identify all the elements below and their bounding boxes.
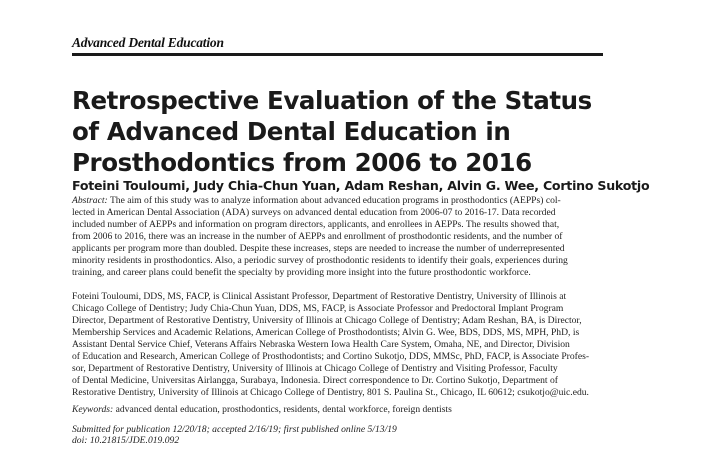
title-line: of Advanced Dental Education in bbox=[72, 117, 511, 146]
bio-line: Director, Department of Restorative Dentistry, University of Illinois at Chicago College of Dentistry; Adam Reshan, BA, is Director, bbox=[72, 315, 582, 326]
bio-line: Foteini Touloumi, DDS, MS, FACP, is Clinical Assistant Professor, Department of Restorative Dentistry, University of Illinois at bbox=[72, 291, 567, 302]
title-line: Prosthodontics from 2006 to 2016 bbox=[72, 148, 532, 177]
bio-line: Restorative Dentistry, University of Illinois at Chicago College of Dentistry, 801 S. Paulina St., Chicago, IL 60612; csukotjo@uic.edu. bbox=[72, 387, 589, 398]
abstract-text: The aim of this study was to analyze information about advanced education programs in prosthodontics (AEPPs) col- bbox=[107, 195, 561, 206]
article-title bbox=[72, 85, 592, 178]
doi: doi: 10.21815/JDE.019.092 bbox=[72, 435, 180, 446]
abstract-line: lected in American Dental Association (ADA) surveys on advanced dental education from 2006-07 to 2016-17. Data recorded bbox=[72, 207, 556, 218]
bio-line: of Dental Medicine, Universitas Airlangga, Surabaya, Indonesia. Direct correspondence to Dr. Cortino Sukotjo, Department of bbox=[72, 375, 558, 386]
abstract-label: Abstract: bbox=[72, 195, 108, 206]
author-list: Foteini Touloumi, Judy Chia-Chun Yuan, Adam Reshan, Alvin G. Wee, Cortino Sukotjo bbox=[72, 178, 650, 193]
bio-line: sor, Department of Restorative Dentistry, University of Illinois at Chicago College of Dentistry and Visiting Professor, Faculty bbox=[72, 363, 558, 374]
bio-line: of Education and Research, American College of Prosthodontists; and Cortino Sukotjo, DDS, MMSc, PhD, FACP, is Associate Profes- bbox=[72, 351, 590, 362]
title-line: Retrospective Evaluation of the Status bbox=[72, 86, 592, 115]
abstract-line: from 2006 to 2016, there was an increase in the number of AEPPs and enrollment of prosthodontic residents, and the number of bbox=[72, 231, 563, 242]
section-rule bbox=[72, 53, 603, 56]
abstract-line: included number of AEPPs and information on program directors, applicants, and enrollees in AEPPs. The results showed that, bbox=[72, 219, 560, 230]
abstract-line: applicants per program more than doubled. Despite these increases, steps are needed to increase the number of underrepresented bbox=[72, 243, 565, 254]
abstract-line bbox=[72, 195, 612, 207]
keywords-text: advanced dental education, prosthodontics, residents, dental workforce, foreign dentists bbox=[113, 404, 452, 415]
abstract bbox=[72, 195, 612, 279]
submission-dates: Submitted for publication 12/20/18; accepted 2/16/19; first published online 5/13/19 bbox=[72, 424, 397, 435]
publication-info bbox=[72, 424, 397, 446]
section-label: Advanced Dental Education bbox=[72, 35, 224, 50]
keywords-label: Keywords: bbox=[72, 404, 114, 415]
bio-line: Chicago College of Dentistry; Judy Chia-Chun Yuan, DDS, MS, FACP, is Associate Professor and Predoctoral Implant Program bbox=[72, 303, 564, 314]
author-bios bbox=[72, 291, 612, 399]
bio-line: Assistant Dental Service Chief, Veterans Affairs Nebraska Western Iowa Health Care System, Omaha, NE, and Director, Division bbox=[72, 339, 570, 350]
abstract-line: minority residents in prosthodontics. Also, a periodic survey of prosthodontic residents to identify their goals, experiences during bbox=[72, 255, 568, 266]
keywords bbox=[72, 404, 452, 416]
abstract-line: training, and career plans could benefit the specialty by providing more insight into the future prosthodontic workforce. bbox=[72, 267, 531, 278]
bio-line: Membership Services and Academic Relations, American College of Prosthodontists; Alvin G. Wee, BDS, DDS, MS, MPH, PhD, is bbox=[72, 327, 580, 338]
